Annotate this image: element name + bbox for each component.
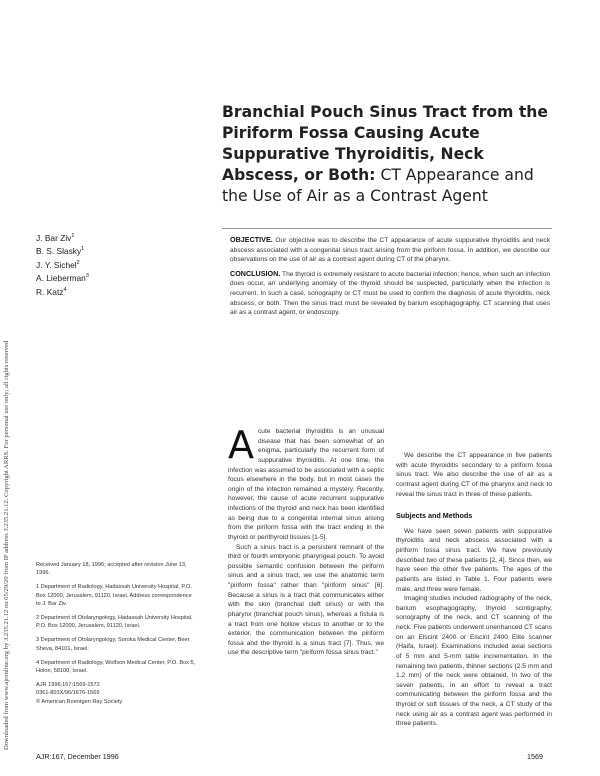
section-heading: Subjects and Methods (396, 511, 473, 521)
footnote: 2 Department of Otolaryngology, Hadassah University Hospital, P.O. Box 12000, Jerusalem, 91120, Israel. (36, 615, 193, 630)
methods-paragraph: We have seen seven patients with suppurative thyroiditis and neck abscess associated with a piriform fossa sinus tract. We have previously described two of these patients [2, 4]. Since then, we have seen the other five patients. The ages of the patients are listed in Table 1. Four patients were male, and three were female. (396, 527, 552, 593)
author: J. Y. Sichel$^2$ (36, 259, 80, 270)
footnote: 1 Department of Radiology, Hadassah University Hospital, P.O. Box 12000, Jerusalem, 91120, Israel. Address correspondence to J. Bar Ziv. (36, 584, 192, 607)
download-watermark: Downloaded from www.ajronline.org by 3.235.21.12 on 05/29/20 from IP address 3.235.21.12. Copyright ARRS. For personal use only; all rights reserved (3, 340, 10, 750)
author: R. Katz$^4$ (36, 286, 67, 297)
body-column-2 (396, 451, 552, 729)
abstract (230, 235, 550, 322)
citation: AJR 1996;167:1569-1572 (36, 682, 100, 689)
abstract-objective: OBJECTIVE. Our objective was to describe the CT appearance of acute suppurative thyroiditis and neck abscess associated with a congenital sinus tract arising from the piriform fossa. In addition, we describe our observations on the use of air as a contrast agent during CT of the pharynx. (230, 235, 550, 264)
intro-paragraph: We describe the CT appearance in five patients with acute thyroiditis secondary to a piriform fossa sinus tract. We also describe the use of air as a contrast agent during CT of the pharynx and neck to reveal the sinus tract in three of these patients. (396, 452, 552, 498)
body-column-1 (228, 423, 384, 658)
title-bold-part: Branchial Pouch Sinus Tract from the Piriform Fossa Causing Acute Suppurative Thyroiditis, Neck Abscess, or Both: (222, 103, 548, 184)
drop-cap: A (228, 423, 254, 467)
author-list (36, 231, 156, 298)
footnote: 3 Department of Otolaryngology, Soroka Medical Center, Beer Sheva, 84101, Israel. (36, 637, 190, 652)
page-number: 1569 (527, 752, 543, 761)
copyright: © American Roentgen Ray Society (36, 698, 123, 705)
methods-paragraph: Imaging studies included radiography of the neck, barium esophagography, thyroid scintigraphy, sonography of the neck, and CT scanning of the neck. Five patients underwent unenhanced CT scans on an Elscint 2400 or Elscint 2400 Elite scanner (Haifa, Israel). Examinations included axial sections of 5 mm and 5-mm table incrementation. In the remaining two patients, thinner sections (2.5 mm and 1.2 mm) of the neck were obtained. In two of the seven patients, in an effort to reveal a tract communicating between the piriform fossa and the thyroid or soft tissues of the neck, a CT study of the neck using air as a contrast agent was performed in three patients. (396, 595, 552, 728)
title-regular-part: CT Appearance and the Use of Air as a Contrast Agent (222, 166, 534, 205)
author: J. Bar Ziv$^1$ (36, 232, 75, 243)
issn: 0361-803X/96/1676-1569 (36, 690, 100, 697)
footnote: 4 Department of Radiology, Wolfson Medical Center, P.O. Box 5, Holon, 58100, Israel. (36, 659, 196, 675)
abstract-divider (222, 228, 552, 229)
journal-footer: AJR:167, December 1996 (36, 752, 119, 761)
intro-paragraph: cute bacterial thyroiditis is an unusual disease that has been somewhat of an enigma, particularly the recurrent form of suppurative thyroiditis. At one time, the infection was assumed to be associated with a septic focus elsewhere in the body, but in most cases the origin of the infection remained a mystery. Recently, however, the cause of acute recurrent suppurative infections of the thyroid and neck has been identified as being due to a congenital internal sinus arising from the piriform fossa with the tract ending in the thyroid or perithyroid tissues [1-5]. (228, 428, 384, 541)
abstract-conclusion: CONCLUSION. The thyroid is extremely resistant to acute bacterial infection; hence, when such an infection does occur, an underlying anomaly of the thyroid should be suspected, particularly when the infection is recurrent. In such a case, sonography or CT must be used to confirm the diagnosis of acute thyroiditis, neck abscess, or both. Then the sinus tract must be revealed by barium esophagography, CT scanning that uses air as a contrast agent, or endoscopy. (230, 268, 550, 317)
footnotes (36, 561, 196, 712)
article-title (222, 102, 552, 207)
author: A. Lieberman$^3$ (36, 272, 89, 283)
intro-paragraph: Such a sinus tract is a persistent remnant of the third or fourth embryonic pharyngeal pouch. To avoid possible semantic confusion between the piriform sinus and a sinus tract, we use the anatomic term "piriform fossa" rather than "piriform sinus" [6]. Because a sinus is a tract that communicates either with the skin (branchial cleft sinus) or with the pharynx (branchial pouch sinus), whereas a fistula is a tract from one hollow viscus to another or to the exterior, the communication between the piriform fossa and the thyroid is a sinus tract [7]. Thus, we use the descriptive term "piriform fossa sinus tract." (228, 543, 384, 657)
footnote: Received January 18, 1996; accepted after revision June 13, 1996. (36, 562, 187, 577)
author: B. S. Slasky$^1$ (36, 246, 85, 257)
